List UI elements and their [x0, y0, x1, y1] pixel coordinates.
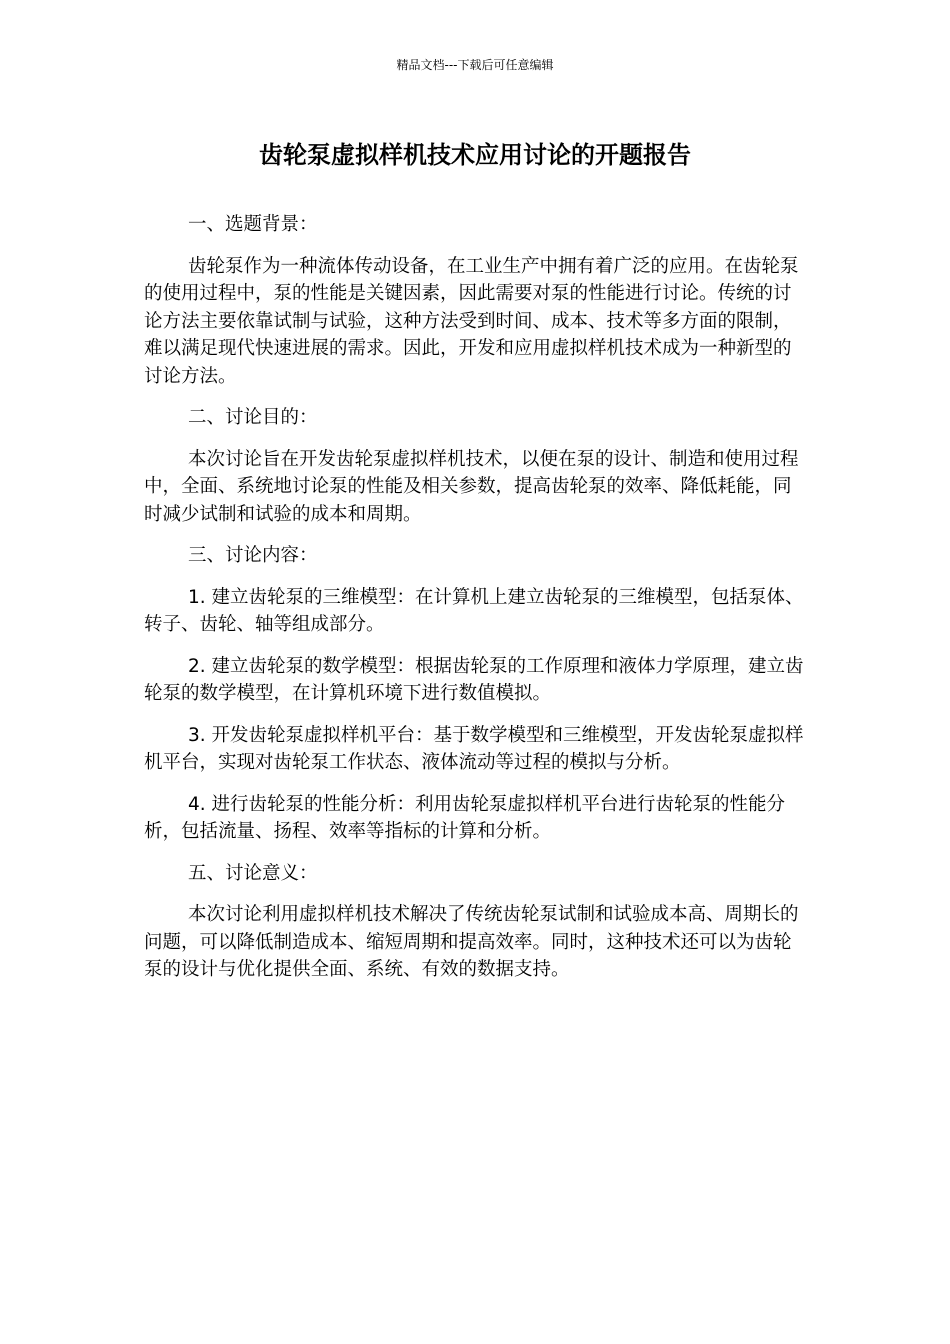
section-heading-background: 一、选题背景：: [188, 214, 318, 235]
paragraph-significance: 本次讨论利用虚拟样机技术解决了传统齿轮泵试制和试验成本高、周期长的问题，可以降低制造成本、缩短周期和提高效率。同时，这种技术还可以为齿轮泵的设计与优化提供全面、系统、有效的数据支持。: [144, 904, 799, 980]
content-item-3: 3. 开发齿轮泵虚拟样机平台：基于数学模型和三维模型，开发齿轮泵虚拟样机平台，实现对齿轮泵工作状态、液体流动等过程的模拟与分析。: [144, 724, 804, 773]
document-body: [144, 211, 808, 998]
header-note: 精品文档---下载后可任意编辑: [396, 58, 554, 72]
content-item-4: 4. 进行齿轮泵的性能分析：利用齿轮泵虚拟样机平台进行齿轮泵的性能分析，包括流量、扬程、效率等指标的计算和分析。: [144, 793, 786, 842]
paragraph-background: 齿轮泵作为一种流体传动设备，在工业生产中拥有着广泛的应用。在齿轮泵的使用过程中，泵的性能是关键因素，因此需要对泵的性能进行讨论。传统的讨论方法主要依靠试制与试验，这种方法受到时间、成本、技术等多方面的限制，难以满足现代快速进展的需求。因此，开发和应用虚拟样机技术成为一种新型的讨论方法。: [144, 255, 799, 387]
paragraph-purpose: 本次讨论旨在开发齿轮泵虚拟样机技术，以便在泵的设计、制造和使用过程中，全面、系统地讨论泵的性能及相关参数，提高齿轮泵的效率、降低耗能，同时减少试制和试验的成本和周期。: [144, 448, 799, 525]
content-item-1: 1. 建立齿轮泵的三维模型：在计算机上建立齿轮泵的三维模型，包括泵体、转子、齿轮、轴等组成部分。: [144, 586, 804, 635]
section-heading-significance: 五、讨论意义：: [188, 862, 318, 884]
content-item-2: 2. 建立齿轮泵的数学模型：根据齿轮泵的工作原理和液体力学原理，建立齿轮泵的数学模型，在计算机环境下进行数值模拟。: [144, 655, 804, 704]
section-heading-content: 三、讨论内容：: [188, 545, 318, 566]
page-title: 齿轮泵虚拟样机技术应用讨论的开题报告: [259, 141, 691, 169]
section-heading-purpose: 二、讨论目的：: [188, 407, 318, 428]
